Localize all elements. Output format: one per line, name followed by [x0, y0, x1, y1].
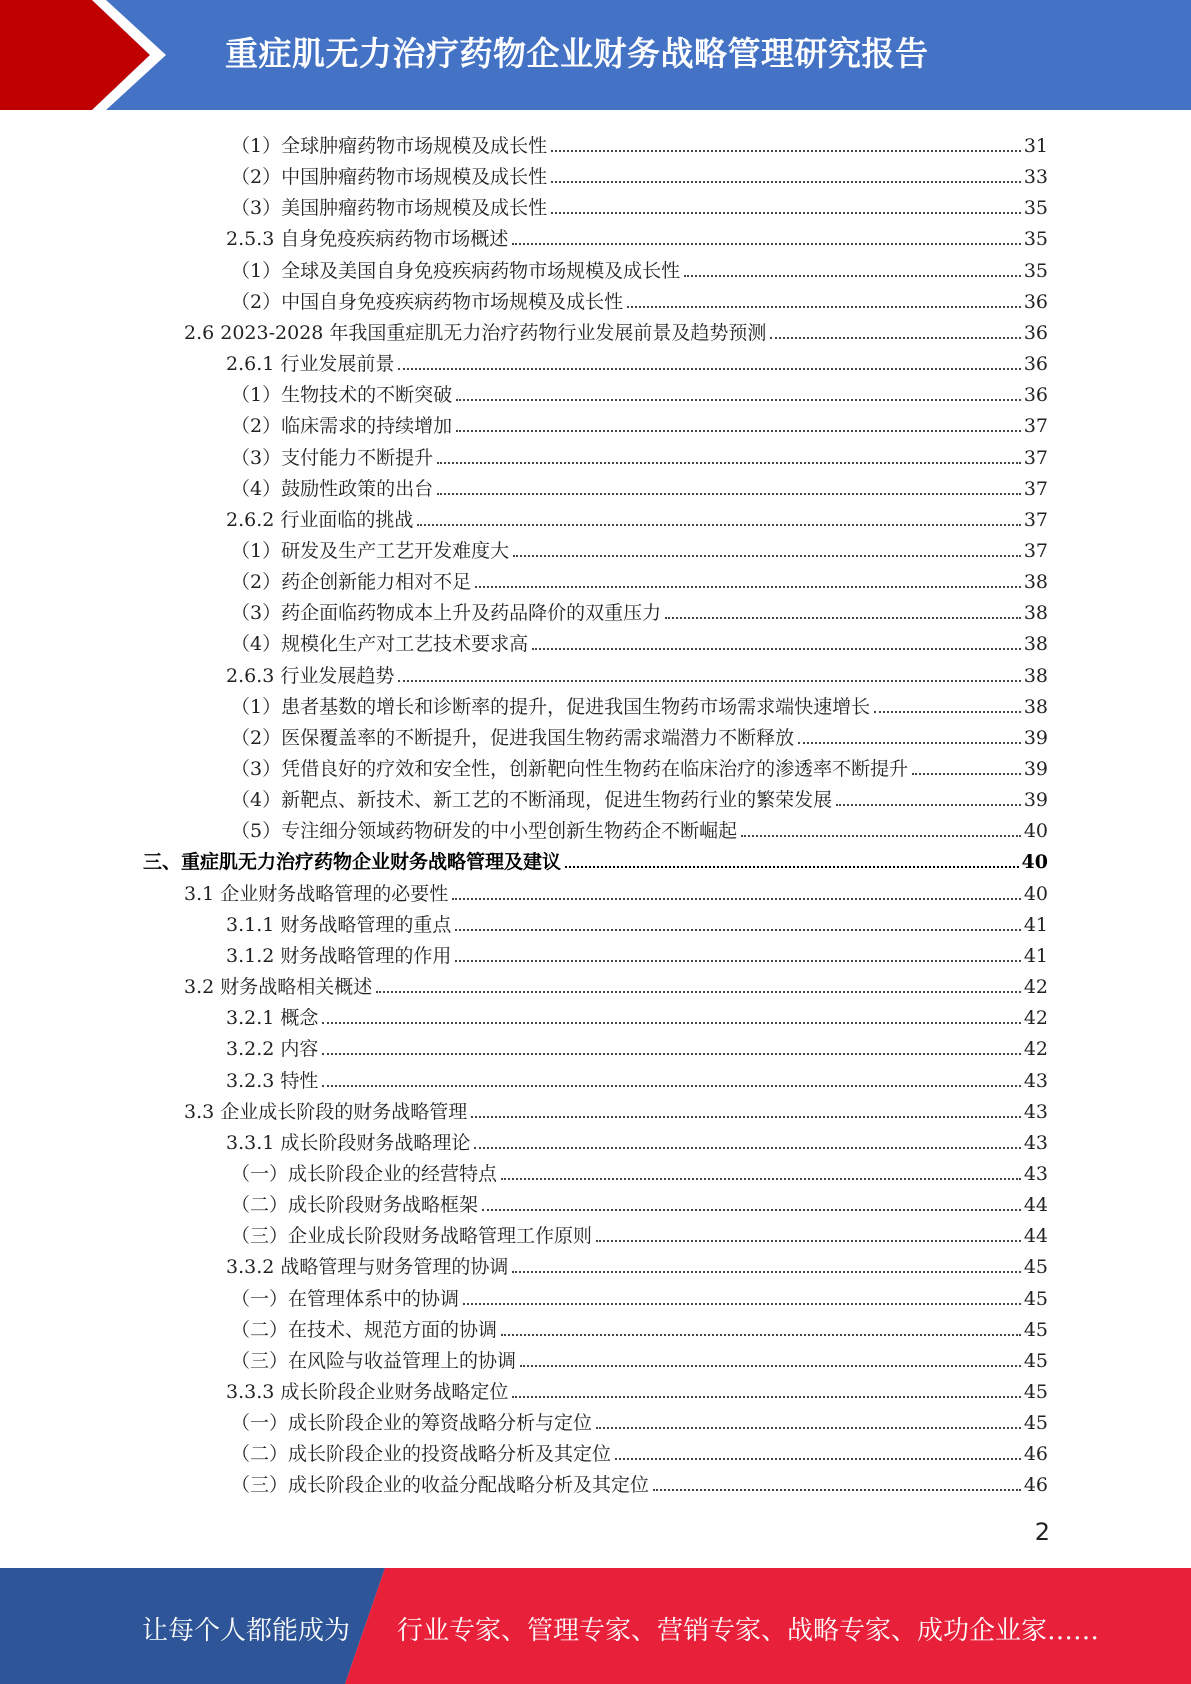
toc-entry-label: （三）企业成长阶段财务战略管理工作原则 — [231, 1225, 593, 1248]
toc-dot-leader — [417, 524, 1020, 526]
toc-entry-label: （二）成长阶段财务战略框架 — [231, 1194, 479, 1217]
toc-entry[interactable] — [231, 1185, 1048, 1216]
toc-entry[interactable] — [231, 749, 1048, 780]
toc-entry-label: （三）在风险与收益管理上的协调 — [231, 1349, 517, 1372]
toc-dot-leader — [437, 462, 1021, 464]
toc-entry-page: 36 — [1023, 321, 1048, 344]
toc-entry-page: 39 — [1023, 789, 1048, 812]
toc-entry-page: 39 — [1023, 758, 1048, 780]
toc-entry-page: 45 — [1023, 1287, 1048, 1310]
toc-dot-leader — [551, 212, 1021, 214]
toc-entry-label: （4）鼓励性政策的出台 — [231, 477, 434, 500]
toc-entry-page: 38 — [1023, 633, 1048, 656]
toc-entry-page: 40 — [1023, 882, 1048, 905]
toc-dot-leader — [474, 1147, 1020, 1149]
toc-entry-label: 2.6.2 行业面临的挑战 — [226, 508, 414, 531]
toc-entry[interactable] — [231, 1403, 1048, 1434]
toc-entry-page: 31 — [1023, 135, 1048, 157]
toc-entry-page: 40 — [1021, 851, 1048, 874]
toc-entry-label: （3）凭借良好的疗效和安全性，创新靶向性生物药在临床治疗的渗透率不断提升 — [231, 758, 909, 780]
toc-entry-page: 42 — [1023, 1038, 1048, 1061]
toc-entry-label: （一）成长阶段企业的筹资战略分析与定位 — [231, 1412, 593, 1435]
page-footer — [0, 1568, 1191, 1684]
toc-entry-page: 38 — [1023, 664, 1048, 687]
toc-entry-label: 2.6.1 行业发展前景 — [226, 353, 395, 376]
toc-dot-leader — [463, 1303, 1021, 1305]
toc-entry[interactable] — [231, 282, 1048, 313]
toc-entry-label: （1）全球及美国自身免疫疾病药物市场规模及成长性 — [231, 259, 681, 282]
toc-entry[interactable] — [184, 313, 1048, 344]
toc-dot-leader — [456, 430, 1021, 432]
toc-dot-leader — [596, 1240, 1021, 1242]
toc-entry-label: （4）规模化生产对工艺技术要求高 — [231, 633, 529, 656]
toc-entry-page: 45 — [1023, 1349, 1048, 1372]
toc-dot-leader — [532, 648, 1021, 650]
toc-entry-page: 44 — [1023, 1194, 1048, 1217]
toc-entry-label: （5）专注细分领域药物研发的中小型创新生物药企不断崛起 — [231, 820, 738, 843]
toc-entry-page: 39 — [1023, 726, 1048, 749]
toc-entry-page: 45 — [1023, 1318, 1048, 1341]
toc-dot-leader — [770, 337, 1020, 339]
toc-entry-page: 35 — [1023, 228, 1048, 251]
toc-entry[interactable] — [231, 469, 1048, 500]
toc-entry-label: （1）研发及生产工艺开发难度大 — [231, 539, 510, 562]
toc-entry-page: 36 — [1023, 290, 1048, 313]
toc-entry-page: 46 — [1023, 1443, 1048, 1466]
toc-entry-page: 43 — [1023, 1162, 1048, 1185]
toc-dot-leader — [512, 1396, 1020, 1398]
toc-entry[interactable] — [231, 562, 1048, 593]
toc-entry[interactable] — [226, 656, 1048, 687]
toc-dot-leader — [627, 306, 1021, 308]
toc-dot-leader — [653, 1489, 1021, 1491]
toc-entry[interactable] — [226, 344, 1048, 375]
toc-entry-label: 3.1.1 财务战略管理的重点 — [226, 913, 452, 936]
toc-entry[interactable] — [231, 438, 1048, 469]
toc-dot-leader — [565, 866, 1019, 868]
toc-entry[interactable] — [231, 718, 1048, 749]
toc-dot-leader — [741, 835, 1021, 837]
toc-entry-label: （2）中国肿瘤药物市场规模及成长性 — [231, 166, 548, 189]
toc-entry-label: 3.3 企业成长阶段的财务战略管理 — [184, 1100, 468, 1123]
toc-dot-leader — [376, 991, 1021, 993]
toc-entry-label: 3.1 企业财务战略管理的必要性 — [184, 882, 449, 905]
toc-dot-leader — [684, 275, 1021, 277]
toc-entry[interactable] — [184, 874, 1048, 905]
toc-entry[interactable] — [231, 1279, 1048, 1310]
toc-entry[interactable] — [231, 188, 1048, 219]
toc-dot-leader — [398, 680, 1020, 682]
toc-dot-leader — [551, 181, 1021, 183]
toc-dot-leader — [512, 243, 1020, 245]
page-header — [0, 0, 1191, 110]
toc-entry-label: （二）在技术、规范方面的协调 — [231, 1318, 498, 1341]
toc-dot-leader — [482, 1209, 1021, 1211]
toc-dot-leader — [874, 711, 1021, 713]
toc-entry[interactable] — [231, 1216, 1048, 1247]
toc-entry-page: 37 — [1023, 415, 1048, 438]
toc-entry-page: 43 — [1023, 1131, 1048, 1154]
toc-entry-label: （三）成长阶段企业的收益分配战略分析及其定位 — [231, 1474, 650, 1497]
toc-entry-page: 42 — [1023, 976, 1048, 999]
toc-entry[interactable] — [231, 251, 1048, 282]
toc-entry[interactable] — [231, 1154, 1048, 1185]
toc-dot-leader — [475, 586, 1021, 588]
toc-entry-page: 45 — [1023, 1412, 1048, 1435]
toc-entry-page: 37 — [1023, 446, 1048, 469]
toc-entry-label: 3.3.1 成长阶段财务战略理论 — [226, 1131, 471, 1154]
toc-dot-leader — [398, 368, 1020, 370]
toc-entry-page: 43 — [1023, 1069, 1048, 1092]
toc-entry-label: （1）生物技术的不断突破 — [231, 384, 453, 407]
toc-entry-label: 3.2.2 内容 — [226, 1038, 319, 1061]
toc-entry[interactable] — [226, 219, 1048, 250]
toc-entry-label: （3）支付能力不断提升 — [231, 446, 434, 469]
toc-dot-leader — [501, 1178, 1021, 1180]
toc-entry-label: （2）中国自身免疫疾病药物市场规模及成长性 — [231, 290, 624, 313]
toc-entry-label: （3）药企面临药物成本上升及药品降价的双重压力 — [231, 602, 662, 625]
toc-entry-label: 3.1.2 财务战略管理的作用 — [226, 944, 452, 967]
toc-entry[interactable] — [226, 1029, 1048, 1060]
toc-entry-page: 33 — [1023, 166, 1048, 189]
toc-entry[interactable] — [226, 1247, 1048, 1278]
toc-entry[interactable] — [231, 624, 1048, 655]
toc-entry-label: 3.3.2 战略管理与财务管理的协调 — [226, 1256, 509, 1279]
toc-entry[interactable] — [226, 936, 1048, 967]
toc-entry[interactable] — [231, 1465, 1048, 1496]
toc-entry-label: （1）患者基数的增长和诊断率的提升，促进我国生物药市场需求端快速增长 — [231, 695, 871, 718]
toc-dot-leader — [513, 555, 1021, 557]
toc-entry-page: 41 — [1023, 913, 1048, 936]
toc-dot-leader — [520, 1365, 1021, 1367]
toc-dot-leader — [798, 742, 1021, 744]
toc-dot-leader — [615, 1458, 1021, 1460]
page-number: 2 — [1034, 1518, 1050, 1546]
toc-entry-label: （一）在管理体系中的协调 — [231, 1287, 460, 1310]
toc-entry[interactable] — [143, 842, 1048, 873]
toc-entry-label: 3.2 财务战略相关概述 — [184, 976, 373, 999]
toc-entry-page: 45 — [1023, 1256, 1048, 1279]
toc-entry-label: 3.3.3 成长阶段企业财务战略定位 — [226, 1381, 509, 1403]
toc-entry[interactable] — [231, 1310, 1048, 1341]
toc-entry-page: 37 — [1023, 508, 1048, 531]
toc-entry-page: 44 — [1023, 1225, 1048, 1248]
toc-entry[interactable] — [231, 811, 1048, 842]
toc-entry-page: 38 — [1023, 602, 1048, 625]
toc-entry[interactable] — [231, 687, 1048, 718]
toc-entry-page: 38 — [1023, 695, 1048, 718]
toc-entry[interactable] — [226, 1123, 1048, 1154]
toc-entry[interactable] — [231, 1341, 1048, 1372]
toc-entry[interactable] — [231, 157, 1048, 188]
toc-entry-label: 3.2.3 特性 — [226, 1069, 319, 1092]
footer-slogan-right: 行业专家、管理专家、营销专家、战略专家、成功企业家…… — [397, 1616, 1100, 1646]
toc-entry-label: （2）医保覆盖率的不断提升，促进我国生物药需求端潜力不断释放 — [231, 726, 795, 749]
report-title: 重症肌无力治疗药物企业财务战略管理研究报告 — [225, 34, 929, 73]
toc-dot-leader — [471, 1116, 1021, 1118]
toc-dot-leader — [455, 929, 1020, 931]
toc-entry-page: 36 — [1023, 353, 1048, 376]
toc-entry-label: 2.6 2023-2028 年我国重症肌无力治疗药物行业发展前景及趋势预测 — [184, 321, 767, 344]
toc-entry[interactable] — [226, 905, 1048, 936]
toc-entry-label: （2）药企创新能力相对不足 — [231, 571, 472, 594]
toc-entry-label: 三、重症肌无力治疗药物企业财务战略管理及建议 — [143, 851, 562, 874]
toc-entry-page: 40 — [1023, 820, 1048, 843]
toc-entry[interactable] — [184, 1092, 1048, 1123]
toc-entry[interactable] — [226, 998, 1048, 1029]
toc-entry-page: 41 — [1023, 944, 1048, 967]
toc-entry-label: （2）临床需求的持续增加 — [231, 415, 453, 438]
toc-dot-leader — [455, 960, 1020, 962]
toc-entry-page: 45 — [1023, 1381, 1048, 1403]
toc-entry[interactable] — [226, 500, 1048, 531]
toc-dot-leader — [456, 399, 1021, 401]
toc-dot-leader — [912, 773, 1021, 775]
toc-dot-leader — [437, 493, 1021, 495]
toc-entry[interactable] — [184, 967, 1048, 998]
toc-dot-leader — [501, 1334, 1021, 1336]
toc-entry[interactable] — [231, 1434, 1048, 1465]
toc-entry-label: （1）全球肿瘤药物市场规模及成长性 — [231, 135, 548, 157]
toc-entry-page: 37 — [1023, 539, 1048, 562]
toc-entry-label: （4）新靶点、新技术、新工艺的不断涌现，促进生物药行业的繁荣发展 — [231, 789, 833, 812]
toc-entry-label: （二）成长阶段企业的投资战略分析及其定位 — [231, 1443, 612, 1466]
toc-entry[interactable] — [231, 593, 1048, 624]
toc-entry-label: 2.6.3 行业发展趋势 — [226, 664, 395, 687]
toc-entry-page: 43 — [1023, 1100, 1048, 1123]
toc-entry-page: 42 — [1023, 1007, 1048, 1030]
toc-entry-label: 2.5.3 自身免疫疾病药物市场概述 — [226, 228, 509, 251]
toc-entry-label: 3.2.1 概念 — [226, 1007, 319, 1030]
toc-dot-leader — [551, 150, 1021, 152]
toc-entry-page: 38 — [1023, 571, 1048, 594]
toc-dot-leader — [452, 898, 1021, 900]
toc-dot-leader — [596, 1427, 1021, 1429]
toc-entry[interactable] — [231, 531, 1048, 562]
toc-dot-leader — [322, 1053, 1020, 1055]
toc-entry[interactable] — [231, 375, 1048, 406]
toc-entry-label: （一）成长阶段企业的经营特点 — [231, 1162, 498, 1185]
toc-dot-leader — [512, 1271, 1020, 1273]
toc-dot-leader — [322, 1022, 1020, 1024]
toc-entry[interactable] — [231, 406, 1048, 437]
toc-entry-page: 36 — [1023, 384, 1048, 407]
toc-entry[interactable] — [231, 126, 1048, 157]
toc-entry-label: （3）美国肿瘤药物市场规模及成长性 — [231, 197, 548, 220]
toc-entry[interactable] — [226, 1061, 1048, 1092]
toc-entry-page: 35 — [1023, 197, 1048, 220]
toc-entry-page: 46 — [1023, 1474, 1048, 1497]
toc-entry[interactable] — [226, 1372, 1048, 1403]
toc-dot-leader — [836, 804, 1021, 806]
toc-entry[interactable] — [231, 780, 1048, 811]
toc-entry-page: 37 — [1023, 477, 1048, 500]
toc-entry-page: 35 — [1023, 259, 1048, 282]
toc-dot-leader — [665, 617, 1021, 619]
toc-dot-leader — [322, 1085, 1020, 1087]
footer-slogan-left: 让每个人都能成为 — [142, 1616, 351, 1646]
